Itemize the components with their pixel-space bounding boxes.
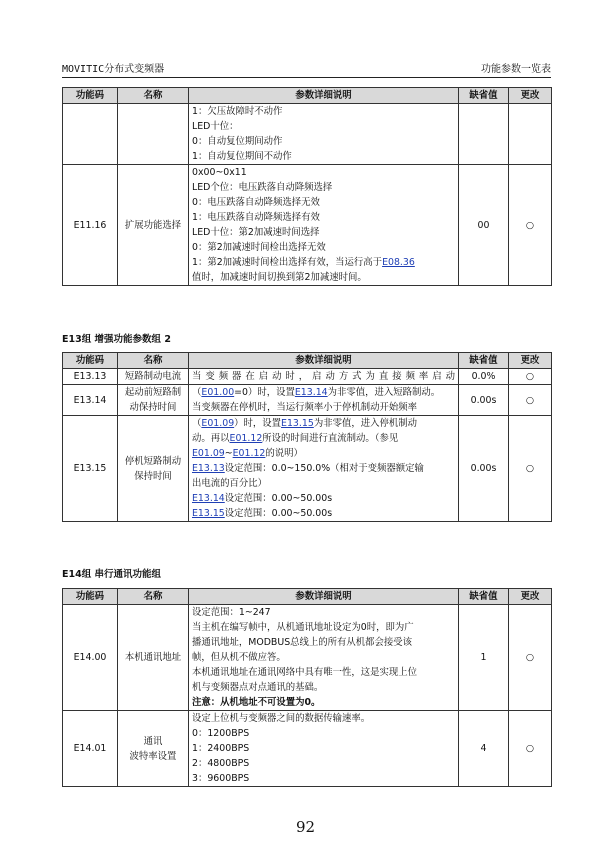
param-link[interactable]: E01.12 — [232, 448, 266, 459]
col-desc: 参数详细说明 — [189, 88, 459, 104]
col-change: 更改 — [509, 88, 552, 104]
table-header-row: 功能码 名称 参数详细说明 缺省值 更改 — [63, 589, 552, 605]
header-product: MOVITIC分布式变频器 — [62, 64, 165, 75]
param-link[interactable]: E08.36 — [382, 257, 415, 268]
param-name: 本机通讯地址 — [118, 605, 189, 711]
table-row — [63, 416, 552, 522]
params-table-e13 — [62, 352, 552, 522]
param-change: ○ — [509, 385, 552, 416]
param-link[interactable]: E01.09 — [201, 418, 235, 429]
param-name: 通讯 波特率设置 — [118, 711, 189, 787]
param-description: 当变频器在启动时，启动方式为直接频率启动 — [189, 369, 459, 385]
param-change: ○ — [509, 416, 552, 522]
param-default: 0.00s — [459, 385, 509, 416]
section-title-e13: E13组 增强功能参数组 2 — [62, 334, 171, 345]
param-name: 起动前短路制 动保持时间 — [118, 385, 189, 416]
param-link[interactable]: E01.00 — [201, 387, 235, 398]
param-default: 4 — [459, 711, 509, 787]
param-default: 1 — [459, 605, 509, 711]
col-name: 名称 — [118, 88, 189, 104]
param-link[interactable]: E01.12 — [229, 433, 263, 444]
param-default: 0.0% — [459, 369, 509, 385]
param-name: 短路制动电流 — [118, 369, 189, 385]
table-header-row — [63, 88, 552, 104]
table-row — [63, 605, 552, 711]
col-default: 缺省值 — [459, 88, 509, 104]
page-header — [62, 60, 551, 78]
param-default: 00 — [459, 165, 509, 286]
table-row — [63, 369, 552, 385]
param-code: E13.15 — [63, 416, 118, 522]
table-row — [63, 165, 552, 286]
param-description: （E01.00=0）时，设置E13.14为非零值，进入短路制动。 当变频器在停机时，当运行频率小于停机制动开始频率 — [189, 385, 459, 416]
param-link[interactable]: E01.09 — [192, 448, 225, 459]
param-code: E14.01 — [63, 711, 118, 787]
param-change: ○ — [509, 369, 552, 385]
param-default: 0.00s — [459, 416, 509, 522]
param-change: ○ — [509, 605, 552, 711]
section-title-e14: E14组 串行通讯功能组 — [62, 569, 162, 580]
table-row — [63, 711, 552, 787]
param-note: 注意：从机地址不可设置为0。 — [192, 697, 321, 708]
param-link[interactable]: E13.13 — [192, 463, 225, 474]
param-code: E13.13 — [63, 369, 118, 385]
param-link[interactable]: E13.15 — [281, 418, 314, 429]
param-description: （E01.09）时，设置E13.15为非零值，进入停机制动 动。再以E01.12所设的时间进行直流制动。（参见 E01.09~E01.12的说明） E13.13设定范围：0.0~150.0%（相对于变频器额定输 出电流的百分比） E13.14设定范围：0.00~50.00s E13.15设定范围：0.00~50.00s — [189, 416, 459, 522]
param-code: E13.14 — [63, 385, 118, 416]
params-table-e11 — [62, 87, 552, 286]
param-code: E14.00 — [63, 605, 118, 711]
param-change: ○ — [509, 711, 552, 787]
param-link[interactable]: E13.15 — [192, 508, 225, 519]
page-number: 92 — [295, 818, 316, 836]
table-header-row: 功能码 名称 参数详细说明 缺省值 更改 — [63, 353, 552, 369]
param-description: 设定上位机与变频器之间的数据传输速率。 0：1200BPS 1：2400BPS 2：4800BPS 3：9600BPS — [189, 711, 459, 787]
header-section: 功能参数一览表 — [481, 64, 551, 75]
table-row — [63, 104, 552, 165]
param-link[interactable]: E13.14 — [192, 493, 225, 504]
continued-description: 1：欠压故障时不动作 LED十位： 0：自动复位期间动作 1：自动复位期间不动作 — [189, 104, 459, 165]
table-row — [63, 385, 552, 416]
param-description: 设定范围：1~247 当主机在编写帧中，从机通讯地址设定为0时，即为广 播通讯地址，MODBUS总线上的所有从机都会接受该 帧，但从机不做应答。 本机通讯地址在通讯网络中具有唯一性，这是实现上位 机与变频器点对点通讯的基础。 注意：从机地址不可设置为0。 — [189, 605, 459, 711]
params-table-e14 — [62, 588, 552, 787]
param-name: 扩展功能选择 — [118, 165, 189, 286]
param-description: 0x00~0x11 LED个位：电压跌落自动降频选择 0：电压跌落自动降频选择无效 1：电压跌落自动降频选择有效 LED十位：第2加减速时间选择 0：第2加减速时间检出选择无效 1：第2加减速时间检出选择有效，当运行高于E08.36 值时，加减速时间切换到第2加减速时间。 — [189, 165, 459, 286]
param-name: 停机短路制动 保持时间 — [118, 416, 189, 522]
col-code: 功能码 — [63, 88, 118, 104]
param-change: ○ — [509, 165, 552, 286]
param-code: E11.16 — [63, 165, 118, 286]
param-link[interactable]: E13.14 — [294, 387, 328, 398]
